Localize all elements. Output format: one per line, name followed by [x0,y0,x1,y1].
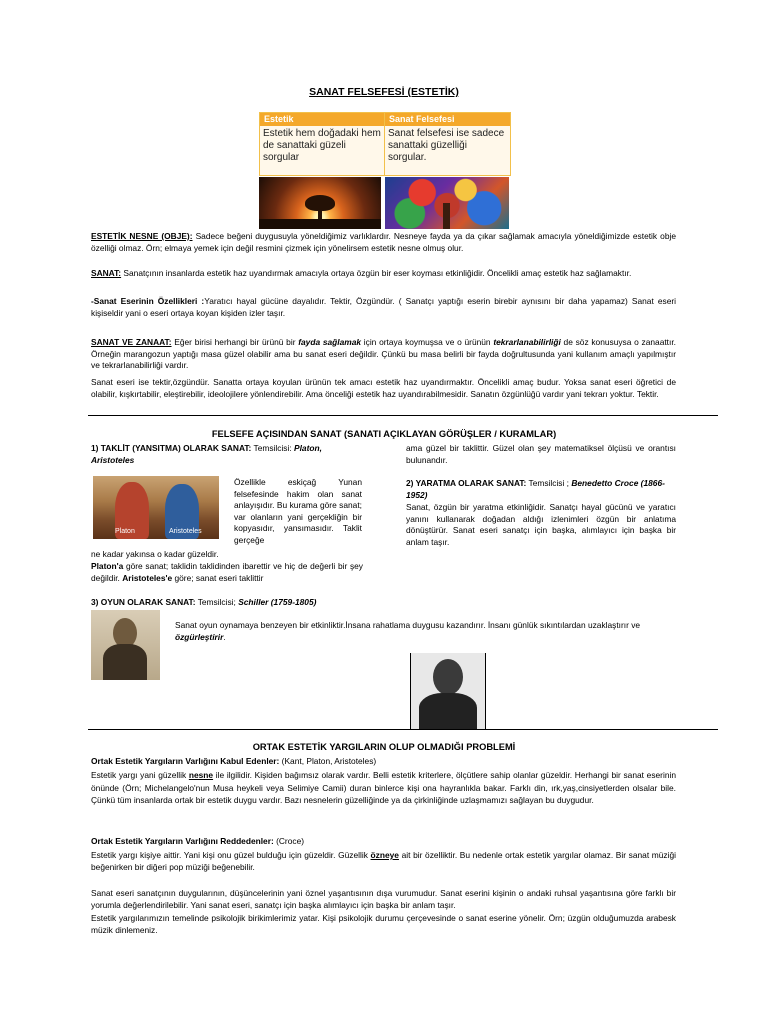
estetik-nesne-paragraph: ESTETİK NESNE (OBJE): Sadece beğeni duygusuyla yöneldiğimiz varlıklardır. Nesneye fayda ya da çıkar sağlamak amacıyla yöneldiğimizde estetik obje özelliği olmaz. Örn; elmaya yemek için değil resmini çizmek için yönelirsem estetik nesne olmuş olur. [91,231,676,253]
croce-portrait-image [410,653,486,730]
psikolojik-birikim-paragraph: Estetik yargılarımızın temelinde psikolojik birikimlerimiz yatar. Kişi psikolojik durumu çerçevesinde o sanat eserine yönelir. Örn; üzgün olduğumuzda arabesk müzik dinlemeniz. [91,913,676,935]
platon-aristoteles-painting-image [93,476,219,539]
reddedenler-heading: Ortak Estetik Yargıların Varlığını Reddedenler: (Croce) [91,836,305,846]
sanat-definition-paragraph: SANAT: Sanatçının insanlarda estetik haz uyandırmak amacıyla ortaya özgün bir eser koyması etkinliğidir. Öncelikli amaç estetik haz sağlamaktır. [91,268,632,278]
taklit-heading: 1) TAKLİT (YANSITMA) OLARAK SANAT: Temsilcisi: Platon, Aristoteles [91,443,322,465]
oyun-heading: 3) OYUN OLARAK SANAT: Temsilcisi; Schiller (1759-1805) [91,597,317,607]
kabul-edenler-body: Estetik yargı yani güzellik nesne ile ilgilidir. Kişiden bağımsız olarak vardır. Belli estetik kriterlere, ölçütlere sahip olanlar güzeldir. Herhangi bir sanat eserinin önünde (Örn; Michelangelo'nun Musa heykeli veya Selimiye Camii) duran binlerce kişi ona hayranlıkla bakar. Farklı din, ırk,yaş,cinsiyetlerden olsalar bile. Çünkü tüm insanlarda ortak bir estetik duygu vardır. Bazı nesnelerin güzelliğinde ya da çirkinliğinde uzlaşmamızı sağlayan bu duygudur. [91,770,677,806]
sanat-eseri-tek-paragraph: Sanat eseri ise tektir,özgündür. Sanatta ortaya koyulan ürünün tek amacı estetik haz uyandırmaktır. Öncelikli amaç budur. Yoksa sanat eseri öğretici de olabilir, kışkırtabilir, eleştirebilir, ideolojilere yönlendirebilir. Ama önceliği estetik haz uyandırabilmesidir. Sanatın özgünlüğü vardır yani tekrarı yoktur. Tektir. [91,377,676,399]
yaratma-heading: 2) YARATMA OLARAK SANAT: Temsilcisi ; Benedetto Croce (1866-1952) [406,478,665,500]
section-divider-2 [88,729,718,730]
table-header-sanat-felsefesi: Sanat Felsefesi [385,113,510,126]
oyun-body: Sanat oyun oynamaya benzeyen bir etkinliktir.İnsana rahatlama duygusu kazandırır. İnsanı günlük sıkıntılardan uzaklaştırır ve özgürleştirir. [175,620,641,642]
platon-aristoteles-paragraph: Platon'a göre sanat; taklidin taklidinden ibarettir ve hiç de değerli bir şey değildir. Aristoteles'e göre; sanat eseri taklittir [91,561,363,583]
yaratma-body: Sanat, özgün bir yaratma etkinliğidir. Sanatçı hayal gücünü ve yaratıcı yanını kullanarak doğadan aldığı izlenimleri özgün bir anlatıma dönüştürür. Sanat eseri sanatçı için başka, alımlayıcı için başka bir anlam taşır. [406,502,676,547]
taklit-continued: ama güzel bir taklittir. Güzel olan şey matematiksel ölçüsü ve orantısı bulunandır. [406,443,676,465]
sanat-ve-zanaat-paragraph: SANAT VE ZANAAT: Eğer birisi herhangi bir ürünü bir fayda sağlamak için ortaya koymuşsa ve o ürünün tekrarlanabilirliği de söz konusuysa o zanaattır. Örneğin marangozun yaptığı masa güzel olabilir ama bu sanat eseri değildir. Çünkü bu masa belirli bir fayda doğrultusunda yani kullanım amaçlı yapılmıştır ve tekrarlanabilirliği vardır. [91,337,676,371]
platon-caption: Platon [115,528,135,535]
taklit-body-cont: ne kadar yakınsa o kadar güzeldir. [91,549,219,559]
schiller-portrait-image [91,610,160,680]
table-cell-sanat-felsefesi: Sanat felsefesi ise sadece sanattaki güzelliği sorgular. [385,126,510,175]
table-divider [384,113,385,175]
table-cell-estetik: Estetik hem doğadaki hem de sanattaki güzeli sorgular [260,126,384,175]
section-title-kuramlar: FELSEFE AÇISINDAN SANAT (SANATI AÇIKLAYAN GÖRÜŞLER / KURAMLAR) [211,429,557,439]
estetik-vs-sanat-felsefesi-table [259,112,511,176]
section-divider-1 [88,415,718,416]
sanat-eseri-ozellikleri-paragraph: -Sanat Eserinin Özellikleri :Yaratıcı hayal gücüne dayalıdır. Tektir, Özgündür. ( Sanatçı yaptığı eserin birebir aynısını bir daha yapamaz) Sanat eseri kişiseldir yani o eseri ortaya koyan kişiden izler taşır. [91,296,676,318]
table-header-estetik: Estetik [260,113,384,126]
colorful-tree-painting-image [385,177,509,229]
section-title-ortak-yargilar: ORTAK ESTETİK YARGILARIN OLUP OLMADIĞI PROBLEMİ [252,742,516,752]
page-title: SANAT FELSEFESİ (ESTETİK) [309,86,459,98]
kabul-edenler-heading: Ortak Estetik Yargıların Varlığını Kabul Edenler: (Kant, Platon, Aristoteles) [91,756,377,766]
reddedenler-body: Estetik yargı kişiye aittir. Yani kişi onu güzel bulduğu için güzeldir. Güzellik özneye ait bir özelliktir. Bu nedenle ortak estetik yargılar olamaz. Bir sanat müziği beğenirken bir diğeri pop müziği beğenebilir. [91,850,676,872]
aristoteles-caption: Aristoteles [169,528,202,535]
taklit-body: Özellikle eskiçağ Yunan felsefesinde hakim olan sanat anlayışıdır. Bu kurama göre sanat; var olanların yani gerçekliğin bir kopyasıdır, yansımasıdır. Taklit gerçeğe [234,477,362,545]
sunset-tree-image [259,177,381,229]
sanat-eseri-oznel-paragraph: Sanat eseri sanatçının duygularının, düşüncelerinin yani öznel yaşantısının dışa vurumudur. Sanat eserini kişinin o andaki ruhsal yaşantısına göre farklı bir yorumla değerlendirilebilir. Yani sanat eseri, sanatçı için başka alımlayıcı için başka bir anlam taşır. [91,888,676,910]
